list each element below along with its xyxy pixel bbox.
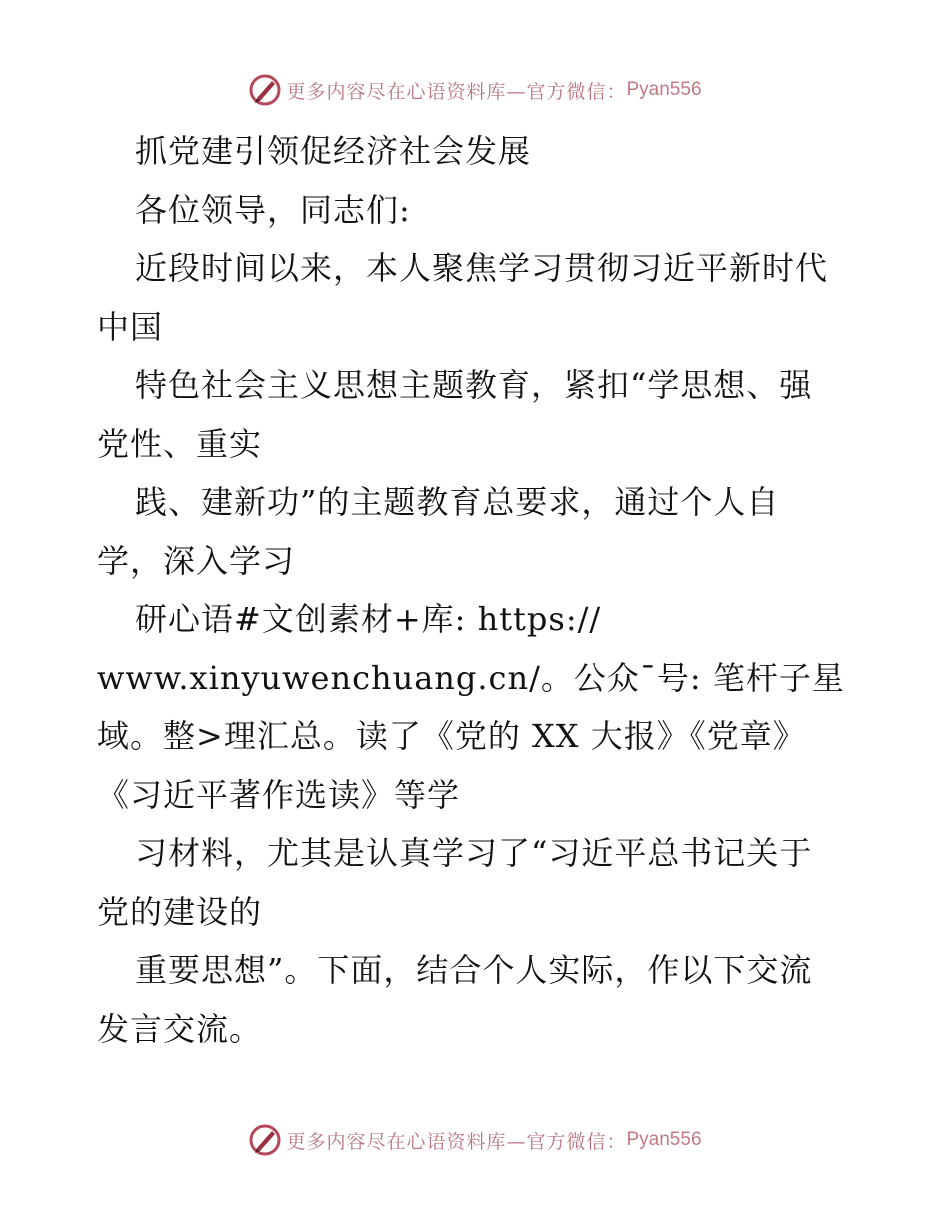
paragraph-line: 践、建新功”的主题教育总要求，通过个人自 bbox=[135, 483, 780, 521]
paragraph-line: 特色社会主义思想主题教育，紧扣“学思想、强 bbox=[135, 366, 813, 404]
document-body bbox=[97, 122, 857, 1058]
paragraph-line: 学，深入学习 bbox=[97, 541, 296, 580]
paragraph-line: 重要思想”。下面，结合个人实际，作以下交流 bbox=[135, 951, 813, 989]
document-title: 抓党建引领促经济社会发展 bbox=[135, 132, 532, 170]
header-watermark bbox=[0, 70, 950, 110]
paragraph-line: 《习近平著作选读》等学 bbox=[97, 775, 461, 814]
salutation: 各位领导，同志们: bbox=[135, 190, 411, 229]
watermark-handle: Pyan556 bbox=[626, 79, 702, 100]
paragraph-line: 近段时间以来，本人聚焦学习贯彻习近平新时代 bbox=[135, 249, 829, 287]
paragraph-line: 研心语#文创素材+库: https:// bbox=[135, 600, 602, 638]
paragraph-line: 域。整>理汇总。读了《党的 XX 大报》《党章》 bbox=[97, 717, 806, 755]
pen-logo-icon bbox=[248, 73, 282, 107]
watermark-text: 更多内容尽在心语资料库—官方微信： bbox=[286, 80, 627, 103]
paragraph-line: 党的建设的 bbox=[97, 892, 263, 931]
watermark-handle: Pyan556 bbox=[626, 1129, 702, 1150]
paragraph-line: 中国 bbox=[97, 307, 164, 346]
paragraph-line: www.xinyuwenchuang.cn/。公众¯号: 笔杆子星 bbox=[97, 658, 845, 697]
footer-watermark bbox=[0, 1120, 950, 1160]
watermark-text: 更多内容尽在心语资料库—官方微信： bbox=[286, 1130, 627, 1153]
paragraph-line: 党性、重实 bbox=[97, 424, 263, 463]
paragraph-line: 习材料，尤其是认真学习了“习近平总书记关于 bbox=[135, 834, 813, 872]
pen-logo-icon bbox=[248, 1123, 282, 1157]
paragraph-line: 发言交流。 bbox=[97, 1009, 263, 1048]
